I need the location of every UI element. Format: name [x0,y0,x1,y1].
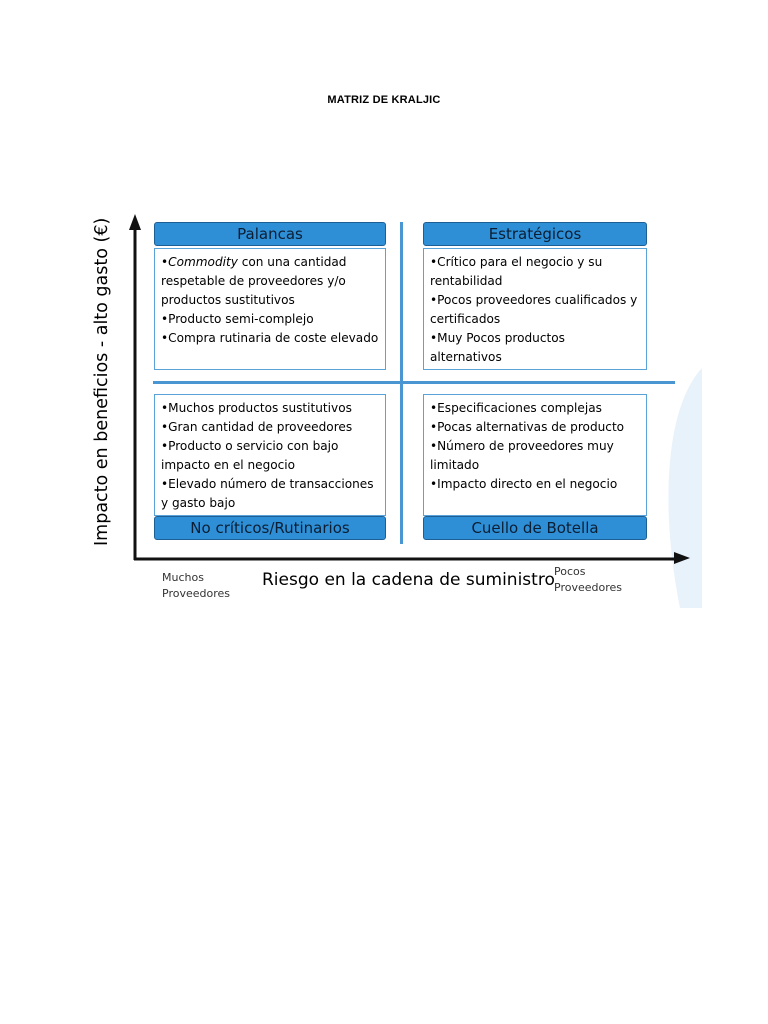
palancas-header: Palancas [154,222,386,246]
cuello-botella-item: • Número de proveedores muy limitado [430,437,640,475]
no-criticos-header: No críticos/Rutinarios [154,516,386,540]
cuello-botella-item: • Especificaciones complejas [430,399,640,418]
cuello-botella-header: Cuello de Botella [423,516,647,540]
no-criticos-item: • Muchos productos sustitutivos [161,399,379,418]
no-criticos-item: • Elevado número de transacciones y gasto bajo [161,475,379,513]
estrategicos-item: • Crítico para el negocio y su rentabilidad [430,253,640,291]
palancas-item: • Compra rutinaria de coste elevado [161,329,379,348]
palancas-item: • Commodity con una cantidad respetable de proveedores y/o productos sustitutivos [161,253,379,310]
x-axis-left-label: Muchos Proveedores [162,571,230,600]
document-title: MATRIZ DE KRALJIC [327,94,441,106]
estrategicos-item: • Muy Pocos productos alternativos [430,329,640,367]
kraljic-matrix-figure [80,208,702,608]
quadrant-divider-horizontal [153,381,675,384]
no-criticos-item: • Gran cantidad de proveedores [161,418,379,437]
cuello-botella-box [423,394,647,516]
x-axis-right-label: Pocos Proveedores [554,565,622,594]
cuello-botella-item: • Pocas alternativas de producto [430,418,640,437]
no-criticos-item: • Producto o servicio con bajo impacto en el negocio [161,437,379,475]
estrategicos-box [423,248,647,370]
no-criticos-box [154,394,386,516]
estrategicos-item: • Pocos proveedores cualificados y certificados [430,291,640,329]
palancas-item: • Producto semi-complejo [161,310,379,329]
x-axis-title: Riesgo en la cadena de suministro [262,570,555,590]
palancas-box [154,248,386,370]
cuello-botella-item: • Impacto directo en el negocio [430,475,640,494]
estrategicos-header: Estratégicos [423,222,647,246]
y-axis-title: Impacto en beneficios - alto gasto (€) [92,217,112,546]
